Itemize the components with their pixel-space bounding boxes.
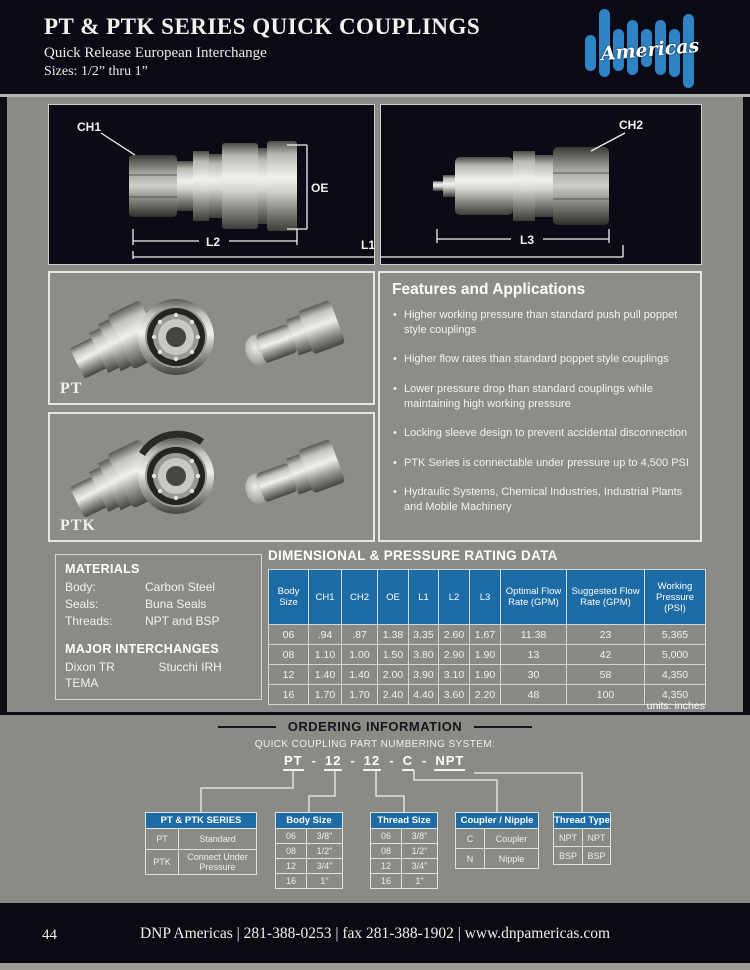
table-cell: 11.38 (501, 625, 567, 645)
feature-item: • Hydraulic Systems, Chemical Industries, Industrial Plants and Mobile Machinery (392, 485, 690, 514)
column-header: CH2 (342, 570, 378, 625)
part-number-segment: 12 (324, 753, 342, 771)
right-page-edge (743, 97, 750, 712)
description-cell: NPT (587, 832, 606, 843)
page-subtitle: Quick Release European Interchange (44, 45, 267, 61)
features-list (392, 308, 690, 515)
code-cell: NPT (554, 829, 583, 846)
table-row (371, 873, 437, 888)
materials-rows (65, 580, 252, 628)
table-cell: 5,365 (645, 625, 706, 645)
description-cell: 3/8" (411, 831, 428, 841)
table-cell: 48 (501, 685, 567, 705)
code-cell: 12 (276, 859, 307, 873)
feature-item: • Higher flow rates than standard poppet style couplings (392, 352, 690, 367)
table-cell: 1.38 (378, 625, 409, 645)
ptk-photo-panel (48, 412, 375, 542)
l2-label: L2 (206, 235, 221, 249)
part-number (283, 753, 465, 771)
oe-label: OE (311, 181, 329, 195)
table-row (146, 829, 256, 849)
table-row (276, 873, 342, 888)
ordering-table-header: Body Size (276, 813, 342, 829)
page-footer (0, 903, 750, 963)
table-cell: 30 (501, 665, 567, 685)
column-header: L3 (470, 570, 501, 625)
table-cell: .87 (342, 625, 378, 645)
numbering-system-label: QUICK COUPLING PART NUMBERING SYSTEM: (254, 739, 496, 750)
material-label: Seals: (65, 597, 99, 611)
feature-item: • Locking sleeve design to prevent accidental disconnection (392, 426, 690, 441)
description-cell: 3/4" (411, 861, 428, 871)
footer-contact-info: DNP Americas | 281-388-0253 | fax 281-388-1902 | www.dnpamericas.com (139, 925, 611, 942)
table-cell: 4,350 (645, 685, 706, 705)
pt-coupler-photo (50, 273, 372, 401)
material-row (65, 597, 252, 611)
dnp-logo (583, 5, 713, 93)
table-cell: 3.10 (439, 665, 470, 685)
page-number: 44 (42, 927, 57, 943)
table-cell: 2.40 (378, 685, 409, 705)
table-cell: 4.40 (409, 685, 439, 705)
dash-separator: - (311, 753, 316, 768)
ordering-table-header: Coupler / Nipple (456, 813, 538, 829)
description-cell: 3/8" (316, 831, 333, 841)
table-row (276, 843, 342, 858)
table-row (371, 829, 437, 843)
column-header: L1 (409, 570, 439, 625)
feature-item: • Higher working pressure than standard push pull poppet style couplings (392, 308, 690, 337)
table-row (554, 846, 610, 864)
code-cell: 06 (371, 829, 402, 843)
table-cell: 1.70 (309, 685, 342, 705)
pt-series-tag: PT (60, 380, 83, 397)
ptk-series-tag: PTK (60, 517, 96, 534)
column-header: CH1 (309, 570, 342, 625)
table-cell: 1.10 (309, 645, 342, 665)
title-rule-right (474, 726, 532, 728)
table-cell: 2.90 (439, 645, 470, 665)
table-cell: 1.90 (470, 665, 501, 685)
interchange-value: Stucchi IRH (158, 660, 222, 674)
page-title: PT & PTK SERIES QUICK COUPLINGS (44, 14, 481, 39)
table-row (146, 849, 256, 874)
interchange-rows (65, 660, 252, 690)
description-cell: 1" (320, 876, 329, 886)
ordering-table (275, 812, 343, 889)
description-cell: Coupler (495, 833, 528, 844)
column-header: OE (378, 570, 409, 625)
table-row (456, 848, 538, 868)
table-cell: 2.20 (470, 685, 501, 705)
table-cell: 08 (269, 645, 309, 665)
code-cell: 08 (371, 844, 402, 858)
material-label: Body: (65, 580, 96, 594)
description-cell: Connect Under Pressure (187, 852, 248, 872)
ch1-label: CH1 (77, 120, 102, 134)
table-cell: 1.70 (342, 685, 378, 705)
interchange-value: TEMA (65, 676, 99, 690)
dimension-table-title: DIMENSIONAL & PRESSURE RATING DATA (268, 548, 558, 563)
table-body (269, 625, 706, 705)
table-cell: 1.50 (378, 645, 409, 665)
materials-title: MATERIALS (65, 562, 140, 576)
description-cell: Nipple (498, 853, 525, 864)
material-label: Threads: (65, 614, 113, 628)
ptk-coupler-photo (50, 414, 372, 538)
table-row (371, 843, 437, 858)
material-value: NPT and BSP (145, 614, 220, 628)
table-cell: 58 (567, 665, 645, 685)
dash-separator: - (350, 753, 355, 768)
code-cell: BSP (554, 847, 583, 864)
column-header: Working Pressure (PSI) (645, 570, 706, 625)
part-number-segment: 12 (363, 753, 381, 771)
ordering-table (370, 812, 438, 889)
table-row (456, 829, 538, 848)
feature-item: • PTK Series is connectable under pressure up to 4,500 PSI (392, 456, 690, 471)
interchange-row (65, 660, 252, 674)
part-number-segment: C (402, 753, 414, 771)
description-cell: 1" (415, 876, 424, 886)
part-number-segment: NPT (434, 753, 465, 771)
dash-separator: - (389, 753, 394, 768)
interchange-row (65, 676, 252, 690)
ordering-table-header: Thread Size (371, 813, 437, 829)
ordering-title: ORDERING INFORMATION (287, 719, 463, 734)
nipple-dimension-photo (380, 104, 702, 265)
table-row (554, 829, 610, 846)
code-cell: C (456, 829, 485, 848)
l1-label: L1 (361, 238, 376, 252)
ordering-title-row (0, 719, 750, 734)
ordering-table (145, 812, 257, 875)
bottom-page-edge (0, 963, 750, 970)
code-cell: 16 (276, 874, 307, 888)
table-cell: 23 (567, 625, 645, 645)
column-header: Suggested Flow Rate (GPM) (567, 570, 645, 625)
table-cell: .94 (309, 625, 342, 645)
coupler-dimension-photo (48, 104, 375, 265)
section-divider (0, 712, 750, 715)
code-cell: 16 (371, 874, 402, 888)
page-header (0, 0, 750, 97)
interchange-value: Dixon TR (65, 660, 115, 674)
description-cell: 1/2" (411, 846, 428, 856)
table-cell: 2.60 (439, 625, 470, 645)
table-row (371, 858, 437, 873)
table-cell: 12 (269, 665, 309, 685)
nipple-dimension-drawing (381, 105, 701, 264)
units-note: units: inches (646, 700, 705, 712)
table-header-row (269, 570, 706, 625)
ordering-table (455, 812, 539, 869)
table-cell: 16 (269, 685, 309, 705)
code-cell: PT (146, 829, 179, 849)
table-row (276, 829, 342, 843)
materials-panel (55, 554, 262, 700)
ordering-table-header: PT & PTK SERIES (146, 813, 256, 829)
table-row (269, 645, 706, 665)
table-cell: 1.40 (342, 665, 378, 685)
coupler-dimension-drawing (49, 105, 374, 264)
ordering-table-header: Thread Type (554, 813, 610, 829)
column-header: Optimal Flow Rate (GPM) (501, 570, 567, 625)
description-cell: Standard (199, 834, 236, 844)
table-row (269, 665, 706, 685)
table-row (276, 858, 342, 873)
pt-photo-panel (48, 271, 375, 405)
dimensional-pressure-table (268, 569, 706, 705)
features-title: Features and Applications (392, 281, 586, 298)
code-cell: 08 (276, 844, 307, 858)
table-cell: 3.35 (409, 625, 439, 645)
material-row (65, 580, 252, 594)
dash-separator: - (421, 753, 427, 768)
material-row (65, 614, 252, 628)
code-cell: PTK (146, 850, 179, 874)
table-cell: 3.60 (439, 685, 470, 705)
code-cell: 06 (276, 829, 307, 843)
column-header: L2 (439, 570, 470, 625)
table-cell: 1.00 (342, 645, 378, 665)
table-cell: 1.90 (470, 645, 501, 665)
part-number-connector-lines (0, 770, 750, 814)
table-cell: 06 (269, 625, 309, 645)
table-cell: 3.90 (409, 665, 439, 685)
l3-label: L3 (520, 233, 535, 247)
table-cell: 100 (567, 685, 645, 705)
table-cell: 3.80 (409, 645, 439, 665)
table-cell: 1.40 (309, 665, 342, 685)
left-page-edge (0, 97, 7, 712)
features-panel (378, 271, 702, 542)
table-header-row (269, 570, 706, 625)
sizes-note: Sizes: 1/2” thru 1” (44, 64, 148, 79)
table-cell: 42 (567, 645, 645, 665)
ch2-label: CH2 (619, 118, 644, 132)
table-row (269, 625, 706, 645)
table-cell: 4,350 (645, 665, 706, 685)
table-cell: 13 (501, 645, 567, 665)
column-header: Body Size (269, 570, 309, 625)
table-cell: 5,000 (645, 645, 706, 665)
table-cell: 1.67 (470, 625, 501, 645)
description-cell: 3/4" (316, 861, 333, 871)
logo-americas-text: Americas (599, 34, 701, 66)
part-number-segment: PT (283, 753, 304, 771)
table-cell: 2.00 (378, 665, 409, 685)
code-cell: 12 (371, 859, 402, 873)
interchanges-title: MAJOR INTERCHANGES (65, 642, 220, 656)
code-cell: N (456, 849, 485, 868)
title-rule-left (218, 726, 276, 728)
feature-item: • Lower pressure drop than standard couplings while maintaining high working pressure (392, 382, 690, 411)
ordering-table (553, 812, 611, 865)
description-cell: BSP (587, 850, 606, 861)
material-value: Buna Seals (145, 597, 207, 611)
description-cell: 1/2" (316, 846, 333, 856)
material-value: Carbon Steel (145, 580, 216, 594)
